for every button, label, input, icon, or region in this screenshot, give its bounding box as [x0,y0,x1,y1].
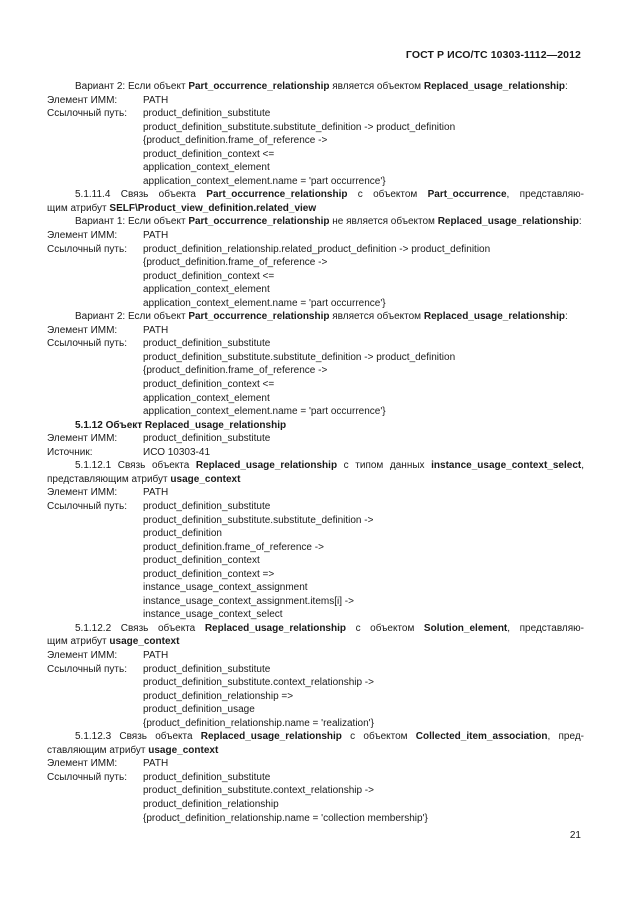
field-value: PATH [143,324,169,336]
reference-path-line [47,554,584,568]
field-value: product_definition_relationship.related_product_definition -> product_definition [143,243,491,255]
field-value: PATH [143,758,169,770]
bold-term: usage_context [148,744,219,756]
page-number: 21 [569,830,581,841]
field-label: Ссылочный путь: [47,108,127,120]
path-text: product_definition_context [143,555,260,567]
path-text: product_definition_context <= [143,270,275,282]
field-row [47,446,584,460]
path-text: {product_definition.frame_of_reference -> [143,365,328,377]
field-label: Элемент ИММ: [47,758,118,770]
reference-path-line [47,595,584,609]
paragraph-continuation [47,473,584,487]
field-label: Ссылочный путь: [47,243,127,255]
reference-path-line [47,392,584,406]
field-value: product_definition_substitute [143,108,271,120]
field-value: PATH [143,230,169,242]
paragraph-continuation [47,635,584,649]
text-run: , пред- [547,731,584,743]
bold-term: Part_occurrence_relationship [188,311,330,323]
text-run: , [581,460,584,472]
path-text: application_context_element [143,162,270,174]
field-row [47,649,584,663]
field-value: product_definition_substitute [143,663,271,675]
reference-path-line [47,364,584,378]
text-run: 5.1.12.1 Связь объекта [75,460,196,472]
field-label: Элемент ИММ: [47,230,118,242]
field-value: PATH [143,487,169,499]
field-value: PATH [143,94,169,106]
path-text: application_context_element.name = 'part occurrence'} [143,406,386,418]
paragraph-line [47,459,584,473]
text-run: с объектом [346,622,424,634]
path-text: product_definition_usage [143,704,255,716]
field-value: product_definition_substitute [143,433,271,445]
text-run: Вариант 1: Если объект [75,216,189,228]
reference-path-line [47,527,584,541]
text-run: с типом данных [337,460,432,472]
reference-path-line [47,405,584,419]
path-text: application_context_element [143,392,270,404]
text-run: ставляющим атрибут [47,744,149,756]
field-label: Элемент ИММ: [47,433,118,445]
field-label: Ссылочный путь: [47,338,127,350]
path-text: product_definition_substitute.context_relationship -> [143,785,374,797]
path-text: {product_definition_relationship.name = 'realization'} [143,717,374,729]
bold-term: instance_usage_context_select [431,460,582,472]
reference-path-line [47,798,584,812]
path-text: application_context_element.name = 'part occurrence'} [143,297,386,309]
path-text: {product_definition_relationship.name = 'collection membership'} [143,812,428,824]
reference-path-line [47,608,584,622]
text-run: 5.1.12.2 Связь объекта [75,622,205,634]
paragraph-line [47,188,584,202]
bold-term: Part_occurrence_relationship [188,216,330,228]
paragraph-line [47,80,584,94]
path-text: product_definition_relationship => [143,690,294,702]
reference-path-line [47,784,584,798]
reference-path-line [47,351,584,365]
reference-path-line [47,121,584,135]
field-label: Ссылочный путь: [47,663,127,675]
bold-term: SELF\Product_view_definition.related_view [109,202,317,214]
text-run: является объектом [329,311,424,323]
paragraph-line [47,310,584,324]
field-label: Элемент ИММ: [47,324,118,336]
paragraph-line [47,622,584,636]
text-run: щим атрибут [47,636,110,648]
reference-path-line [47,676,584,690]
standard-header: ГОСТ Р ИСО/ТС 10303-1112—2012 [405,49,581,61]
text-run: щим атрибут [47,202,110,214]
reference-path-line [47,514,584,528]
field-value: PATH [143,649,169,661]
path-text: application_context_element [143,284,270,296]
bold-term: Replaced_usage_relationship [195,460,338,472]
text-run: является объектом [329,81,424,92]
field-value: product_definition_substitute [143,500,271,512]
field-row [47,243,584,257]
reference-path-line [47,717,584,731]
field-row [47,663,584,677]
reference-path-line [47,148,584,162]
field-label: Элемент ИММ: [47,649,118,661]
field-row [47,432,584,446]
path-text: product_definition [143,528,222,540]
text-run: с объектом [347,189,428,201]
field-row [47,771,584,785]
bold-term: Replaced_usage_relationship [423,81,566,92]
text-run: 5.1.11.4 Связь объекта [75,189,207,201]
text-run: , представляю- [506,189,584,201]
bold-term: Solution_element [423,622,508,634]
path-text: instance_usage_context_assignment [143,582,308,594]
bold-term: 5.1.12 Объект Replaced_usage_relationship [75,419,287,431]
text-run: с объектом [341,731,416,743]
paragraph-line [47,730,584,744]
path-text: application_context_element.name = 'part occurrence'} [143,175,386,187]
field-row [47,107,584,121]
path-text: product_definition.frame_of_reference -> [143,541,324,553]
bold-term: Part_occurrence [427,189,507,201]
reference-path-line [47,703,584,717]
path-text: product_definition_substitute.substitute_definition -> product_definition [143,121,456,133]
text-run: 5.1.12.3 Связь объекта [75,731,201,743]
path-text: product_definition_substitute.context_relationship -> [143,677,374,689]
bold-term: Part_occurrence_relationship [206,189,348,201]
path-text: {product_definition.frame_of_reference -> [143,257,328,269]
reference-path-line [47,283,584,297]
paragraph-line [47,419,584,433]
reference-path-line [47,581,584,595]
paragraph-line [47,215,584,229]
field-row [47,500,584,514]
field-value: ИСО 10303-41 [143,446,211,458]
field-label: Источник: [47,446,93,458]
bold-term: Replaced_usage_relationship [200,731,342,743]
path-text: product_definition_context <= [143,379,275,391]
bold-term: Collected_item_association [415,731,548,743]
reference-path-line [47,270,584,284]
path-text: product_definition_context <= [143,148,275,160]
paragraph-continuation [47,744,584,758]
path-text: instance_usage_context_select [143,609,283,621]
text-run: : [565,311,568,323]
reference-path-line [47,378,584,392]
field-label: Элемент ИММ: [47,487,118,499]
text-run: : [578,216,582,228]
reference-path-line [47,175,584,189]
text-run: Вариант 2: Если объект [75,81,189,92]
text-run: , представляю- [507,622,584,634]
bold-term: usage_context [170,473,241,485]
path-text: product_definition_context => [143,568,275,580]
bold-term: Replaced_usage_relationship [423,311,566,323]
path-text: product_definition_relationship [143,798,279,810]
document-body [47,80,584,825]
reference-path-line [47,541,584,555]
reference-path-line [47,134,584,148]
reference-path-line [47,812,584,826]
text-run: не является объектом [329,216,438,228]
path-text: instance_usage_context_assignment.items[i] -> [143,595,354,607]
reference-path-line [47,161,584,175]
path-text: {product_definition.frame_of_reference -> [143,135,328,147]
field-row [47,324,584,338]
text-run: : [565,81,568,92]
paragraph-continuation [47,202,584,216]
field-row [47,229,584,243]
field-row [47,757,584,771]
text-run: представляющим атрибут [47,473,171,485]
path-text: product_definition_substitute.substitute_definition -> [143,514,374,526]
field-label: Ссылочный путь: [47,500,127,512]
field-value: product_definition_substitute [143,771,271,783]
field-row [47,486,584,500]
field-label: Ссылочный путь: [47,771,127,783]
field-value: product_definition_substitute [143,338,271,350]
reference-path-line [47,297,584,311]
bold-term: usage_context [109,636,180,648]
reference-path-line [47,690,584,704]
bold-term: Part_occurrence_relationship [188,81,330,92]
field-row [47,94,584,108]
path-text: product_definition_substitute.substitute_definition -> product_definition [143,351,456,363]
reference-path-line [47,568,584,582]
field-row [47,337,584,351]
field-label: Элемент ИММ: [47,94,118,106]
text-run: Вариант 2: Если объект [75,311,189,323]
bold-term: Replaced_usage_relationship [437,216,579,228]
bold-term: Replaced_usage_relationship [204,622,346,634]
reference-path-line [47,256,584,270]
